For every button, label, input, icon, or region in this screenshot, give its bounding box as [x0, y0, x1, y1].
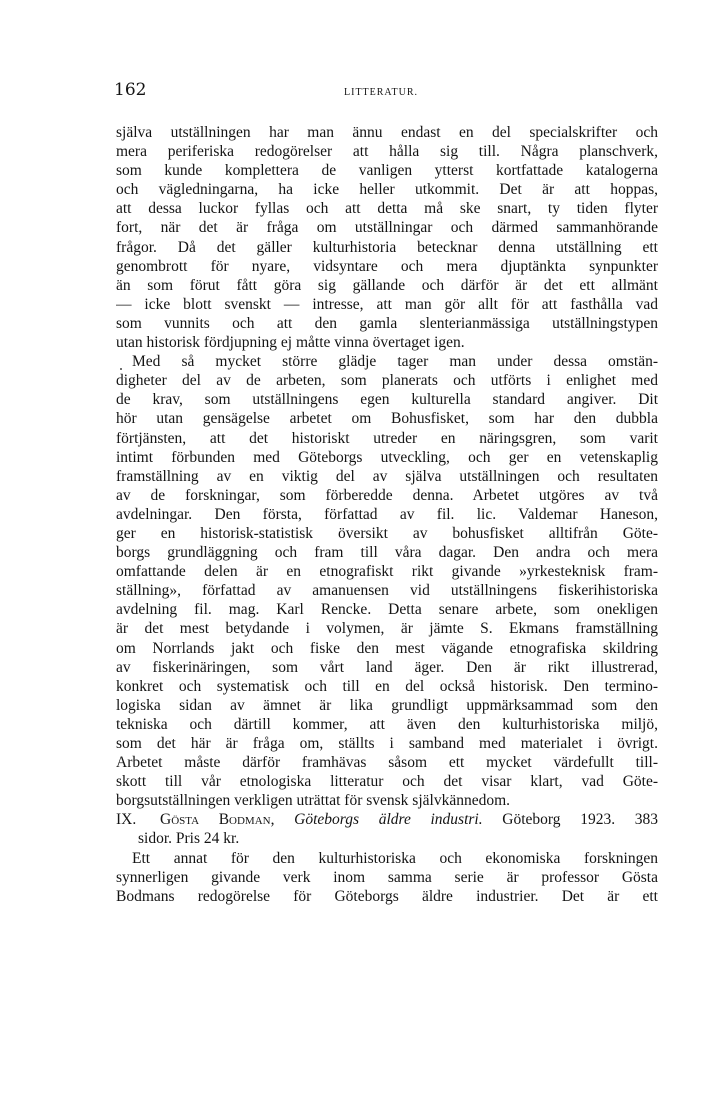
paragraph-3	[116, 849, 658, 906]
body-text	[116, 123, 658, 906]
paragraph-1	[116, 123, 658, 352]
entry-continuation: sidor. Pris 24 kr.	[138, 830, 240, 848]
text-line: — icke blott svenskt — intresse, att man gör allt för att fasthålla vad	[116, 295, 658, 313]
text-line: om Norrlands jakt och fiske den mest vägande etnografiska skildring	[116, 639, 658, 657]
text-line: borgs grundläggning och fram till våra dagar. Den andra och mera	[116, 544, 658, 562]
text-line: genombrott för nyare, vidsyntare och mera djuptänkta synpunkter	[116, 257, 658, 275]
text-line: tekniska och därtill kommer, att även den kulturhistoriska miljö,	[116, 715, 658, 733]
text-line: av fiskerinäringen, som vårt land äger. Den är rikt illustrerad,	[116, 658, 658, 676]
text-line: logiska sidan av ämnet är lika grundligt uppmärksammad som den	[116, 696, 658, 714]
text-line: att dessa luckor fyllas och att detta må ske snart, ty tiden flyter	[116, 200, 658, 218]
entry-title: Göteborgs äldre industri.	[294, 811, 483, 829]
text-line: intimt förbunden med Göteborgs utveckling, och ger en vetenskaplig	[116, 448, 658, 466]
text-line: är det mest betydande i volymen, är jämte S. Ekmans framställning	[116, 620, 658, 638]
text-line: borgsutställningen verkligen uträttat för svensk självkännedom.	[116, 792, 511, 810]
text-line: konkret och systematisk och till en del också historisk. Den termino-	[116, 677, 658, 695]
text-line: Med så mycket större glädje tager man under dessa omstän-	[132, 353, 658, 371]
page-number: 162	[114, 80, 147, 100]
text-line: Bodmans redogörelse för Göteborgs äldre industrier. Det är ett	[116, 887, 658, 905]
running-head: LITTERATUR.	[344, 87, 419, 98]
text-line: omfattande delen är en etnografiskt rikt givande »yrkesteknisk fram-	[116, 563, 658, 581]
text-line: Arbetet måste därför framhävas såsom ett mycket värdefullt till-	[116, 754, 658, 772]
text-line: mera periferiska redogörelser att hålla sig till. Några planschverk,	[116, 143, 658, 161]
text-line: förtjänsten, att det historiskt utreder en näringsgren, som varit	[116, 429, 658, 447]
paragraph-2	[116, 352, 658, 810]
text-line: frågor. Då det gäller kulturhistoria betecknar denna utställning ett	[116, 238, 658, 256]
text-line: som kunde komplettera de vanligen ytterst kortfattade katalogerna	[116, 162, 658, 180]
text-line: utan historisk fördjupning ej måtte vinna övertaget igen.	[116, 334, 465, 352]
text-line: avdelningar. Den första, författad av fil. lic. Valdemar Haneson,	[116, 505, 658, 523]
text-line: som vunnits och att den gamla slenterianmässiga utställningstypen	[116, 314, 658, 332]
entry-publication: Göteborg 1923. 383	[502, 811, 658, 829]
text-line: hör utan gensägelse arbetet om Bohusfisket, som har den dubbla	[116, 410, 658, 428]
text-line: än som förut fått göra sig gällande och därför är det ett allmänt	[116, 276, 658, 294]
text-line: som det här är fråga om, ställts i samband med materialet i övrigt.	[116, 735, 658, 752]
text-line: av de forskningar, som förberedde denna. Arbetet utgöres av två	[116, 486, 658, 504]
text-line: skott till vår etnologiska litteratur och det visar klart, vad Göte-	[116, 773, 658, 791]
bibliography-entry	[116, 810, 658, 848]
text-line: synnerligen givande verk inom samma serie är professor Gösta	[116, 868, 658, 886]
entry-author: Gösta Bodman	[160, 811, 271, 829]
text-line: digheter del av de arbeten, som planerats och utförts i enlighet med	[116, 372, 658, 390]
text-line: och vägledningarna, ha icke heller utkommit. Det är att hoppas,	[116, 181, 658, 199]
text-line: ger en historisk-statistisk översikt av bohusfisket alltifrån Göte-	[116, 524, 658, 542]
text-line: Ett annat för den kulturhistoriska och ekonomiska forskningen	[132, 849, 658, 867]
text-line: framställning av en viktig del av själva utställningen och resultaten	[116, 467, 658, 485]
text-line: de krav, som utställningens egen kulturella standard angiver. Dit	[116, 391, 658, 409]
text-line: avdelning fil. mag. Karl Rencke. Detta senare arbete, som onekligen	[116, 601, 658, 619]
text-line: fort, när det är fråga om utställningar och därmed sammanhörande	[116, 219, 658, 237]
page-header	[114, 80, 659, 104]
section-number: IX.	[116, 811, 137, 829]
text-line: ställning», författad av amanuensen vid utställningens fiskerihistoriska	[116, 582, 658, 600]
entry-line: IX. Gösta Bodman, Göteborgs äldre industri. Göteborg 1923. 383	[116, 811, 658, 829]
text-line: själva utställningen har man ännu endast en del specialskrifter och	[116, 124, 658, 141]
